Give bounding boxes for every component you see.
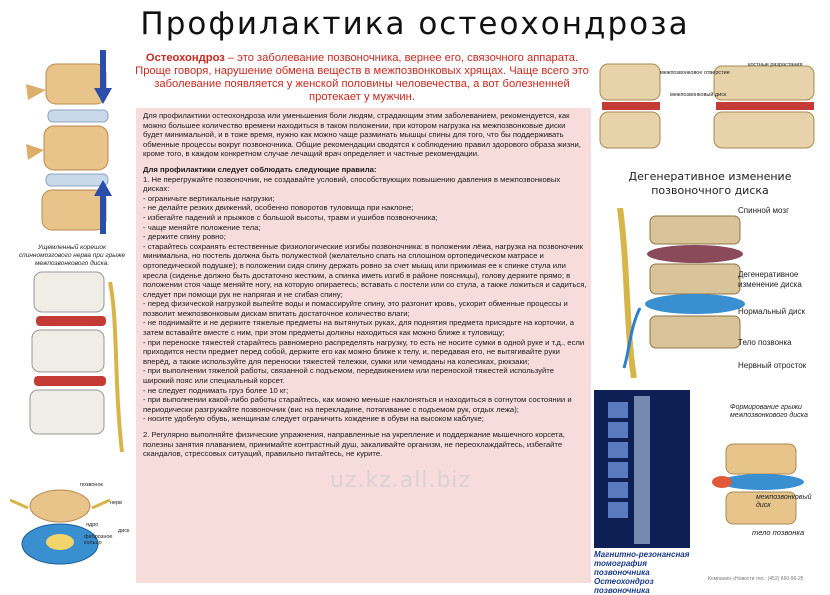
vertebra xyxy=(30,490,90,522)
label-disc-top: межпозвонковый диск xyxy=(670,92,727,98)
disc-figure-title: Дегенеративное изменение позвоночного диска xyxy=(628,170,792,197)
list-item: - при выполнении тяжелой работы, связанной с подъемом, передвижением или переноской тяжестей используйте широкий пояс или специальный корсет. xyxy=(143,366,555,386)
list-item: - ограничьте вертикальные нагрузки; xyxy=(143,193,275,203)
vertebra xyxy=(44,126,108,170)
vertebra xyxy=(650,216,740,244)
vertebra xyxy=(600,112,660,148)
vertebra xyxy=(32,330,104,372)
normal-disc xyxy=(645,294,745,314)
list-item: - чаще меняйте положение тела; xyxy=(143,222,261,232)
hernia-figure xyxy=(692,404,826,544)
list-item: - не поднимайте и не держите тяжелые предметы на вытянутых руках, для поднятия предмета присядьте на корточки, а затем вставайте вместе с ним, при этом предметы должны находиться как можно ближе к туловищу; xyxy=(143,318,574,338)
disc xyxy=(48,110,108,122)
list-item: - при переноске тяжестей старайтесь равномерно распределять нагрузку, то есть не носите сумки в одной руке и т.д., если приходится нести предмет перед собой, держите его как можно ближе к телу, и, передавая его, не вытягивайте руки вперёд, а также используйте для переноски тяжестей тележки, сумки или чемоданы на колесиках, рюкзаки; xyxy=(143,337,585,366)
disc-cross-section-figure xyxy=(10,478,135,583)
list-item: - не делайте резких движений, особенно поворотов туловища при наклоне; xyxy=(143,203,414,213)
list-item: - при выполнении какой-либо работы старайтесь, как можно меньше наклоняться и находиться в согнутом состоянии и периодически разгружайте позвоночник (вис на перекладине, потягивание с подъемом рук, отдых лежа); xyxy=(143,395,572,414)
left-caption: Ущемленный корешок спинномозгового нерва при грыже межпозвонкового диска. xyxy=(18,244,126,267)
vertebra xyxy=(714,112,814,148)
vertebra xyxy=(34,272,104,312)
disc xyxy=(720,474,804,490)
disc xyxy=(602,102,660,110)
label-normal-disc: Нормальный диск xyxy=(738,307,805,316)
degenerated-disc xyxy=(647,245,743,263)
disc xyxy=(716,102,814,110)
label-annulus: фиброзное кольцо xyxy=(84,534,113,546)
list-item: - не следует поднимать груз более 10 кг; xyxy=(143,385,289,395)
paragraph-intro: Для профилактики остеохондроза или уменьшения боли людям, страдающим этим заболеванием, рекомендуется, как можно большее количество времени находиться в таком положении, при котором нагрузка на межпозвонковые диски будет минимальной, и в тоже время, нужно как можно чаще разминать мышцы спины для того, что бы поддерживать обменные процессы вокруг позвоночника. Общие рекомендации сводятся к соблюдению правил здорового образа жизни, кроме того, в каждом конкретном случае лечащий врач определяет и частные рекомендации. xyxy=(143,111,581,159)
label-hernia: Формирование грыжи межпозвонкового диска xyxy=(730,404,808,419)
vertebral-process xyxy=(26,84,46,160)
nerve xyxy=(110,282,122,452)
label-nucleus: ядро xyxy=(86,522,99,528)
disc xyxy=(36,316,106,326)
nerve-compression-figure xyxy=(14,262,132,462)
list-item: - старайтесь сохранять естественные физиологические изгибы позвоночника: в положении лёжа, нагрузка на позвоночник минимальна, но постель должна быть полужесткой (желательно спать на сплошном ортопедическом матрасе и ортопедической подушке); в положении сидя спину держать ровно за счет мышц или прижимая ее к спинке стула или кресла (сиденье должно быть достаточно жестким, а спинка иметь изгиб в районе поясницы), голову держите прямо; в положении стоя чаще меняйте ногу, на которую опираетесь; вставать с постели или со стула, а также ложиться и садиться, следует при помощи рук не напрягая и не сгибая спину; xyxy=(143,241,587,299)
article-body xyxy=(143,111,587,459)
list-item: - держите спину ровно; xyxy=(143,232,226,242)
list-item: - носите удобную обувь, женщинам следует ограничить хождение в обуви на высоком каблуке; xyxy=(143,414,484,424)
rules-heading: Для профилактики следует соблюдать следующие правила: xyxy=(143,164,377,174)
watermark: uz.kz.all.biz xyxy=(330,468,472,493)
label-nerve-root: Нервный отросток xyxy=(738,361,807,370)
label-foramen: межпозвонковое отверстие xyxy=(660,70,730,76)
label-spinal-cord: Спинной мозг xyxy=(738,206,789,215)
label-vertebral-body: Тело позвонка xyxy=(738,338,792,347)
page-title: Профилактика остеохондроза xyxy=(140,6,690,42)
list-item: - перед физической нагрузкой выпейте воды и помассируйте спину, это разгонит кровь, ускорит обменные процессы и позволит межпозвонковым дискам впитать достаточное количество влаги; xyxy=(143,299,568,318)
list-item: - избегайте падений и прыжков с большой высоты, травм и ушибов позвоночника; xyxy=(143,212,438,222)
label-degenerative-disc: Дегенеративное изменение диска xyxy=(738,270,802,289)
degenerative-disc-figure xyxy=(600,208,750,378)
mri-caption: Магнитно-резонансная томография позвоночника Остеохондроз позвоночника xyxy=(594,550,690,595)
label-body-hernia: тело позвонка xyxy=(752,528,805,537)
label-vertebra: позвонок xyxy=(80,482,103,488)
intro-text xyxy=(132,52,592,104)
intro-term: Остеохондроз xyxy=(145,52,225,64)
vertebra xyxy=(650,316,740,348)
mri-image xyxy=(594,390,690,548)
label-osteophytes: костные разрастания xyxy=(748,62,803,68)
rule-1-intro: 1. Не перегружайте позвоночник, не создавайте условий, способствующих повышению давления в межпозвонковых дисках: xyxy=(143,174,561,194)
vertebra xyxy=(650,264,740,294)
intro-body: – это заболевание позвоночника, вернее его, связочного аппарата. Проще говоря, нарушение обмена веществ в межпозвонковых хрящах. Чаще всего это заболевание появляется у женской половины человечества, а вот болезненней протекает у мужчин. xyxy=(135,52,589,103)
label-nerve: нерв xyxy=(110,500,123,506)
credit: Компания «Новости тел.: (452) 660-96-25 xyxy=(708,576,804,582)
nucleus xyxy=(46,534,74,550)
vertebra xyxy=(30,390,104,434)
spine-compression-figure xyxy=(16,44,131,244)
label-disc: диск xyxy=(118,528,130,534)
vertebra xyxy=(726,444,796,474)
label-disc-hernia: межпозвонковый диск xyxy=(756,494,812,509)
rule-2: 2. Регулярно выполняйте физические упражнения, направленные на укрепление и поддержание мышечного корсета, полезны занятия плаванием, принимайте контрастный душ, закаливайте организм, не переохлаждайтесь, избегайте скандалов, стрессовых ситуаций, правильно питайтесь, не курите. xyxy=(143,430,565,459)
disc xyxy=(34,376,106,386)
disc xyxy=(46,174,108,186)
hernia xyxy=(712,476,732,488)
vertebra xyxy=(600,64,660,100)
vertebra xyxy=(46,64,106,104)
